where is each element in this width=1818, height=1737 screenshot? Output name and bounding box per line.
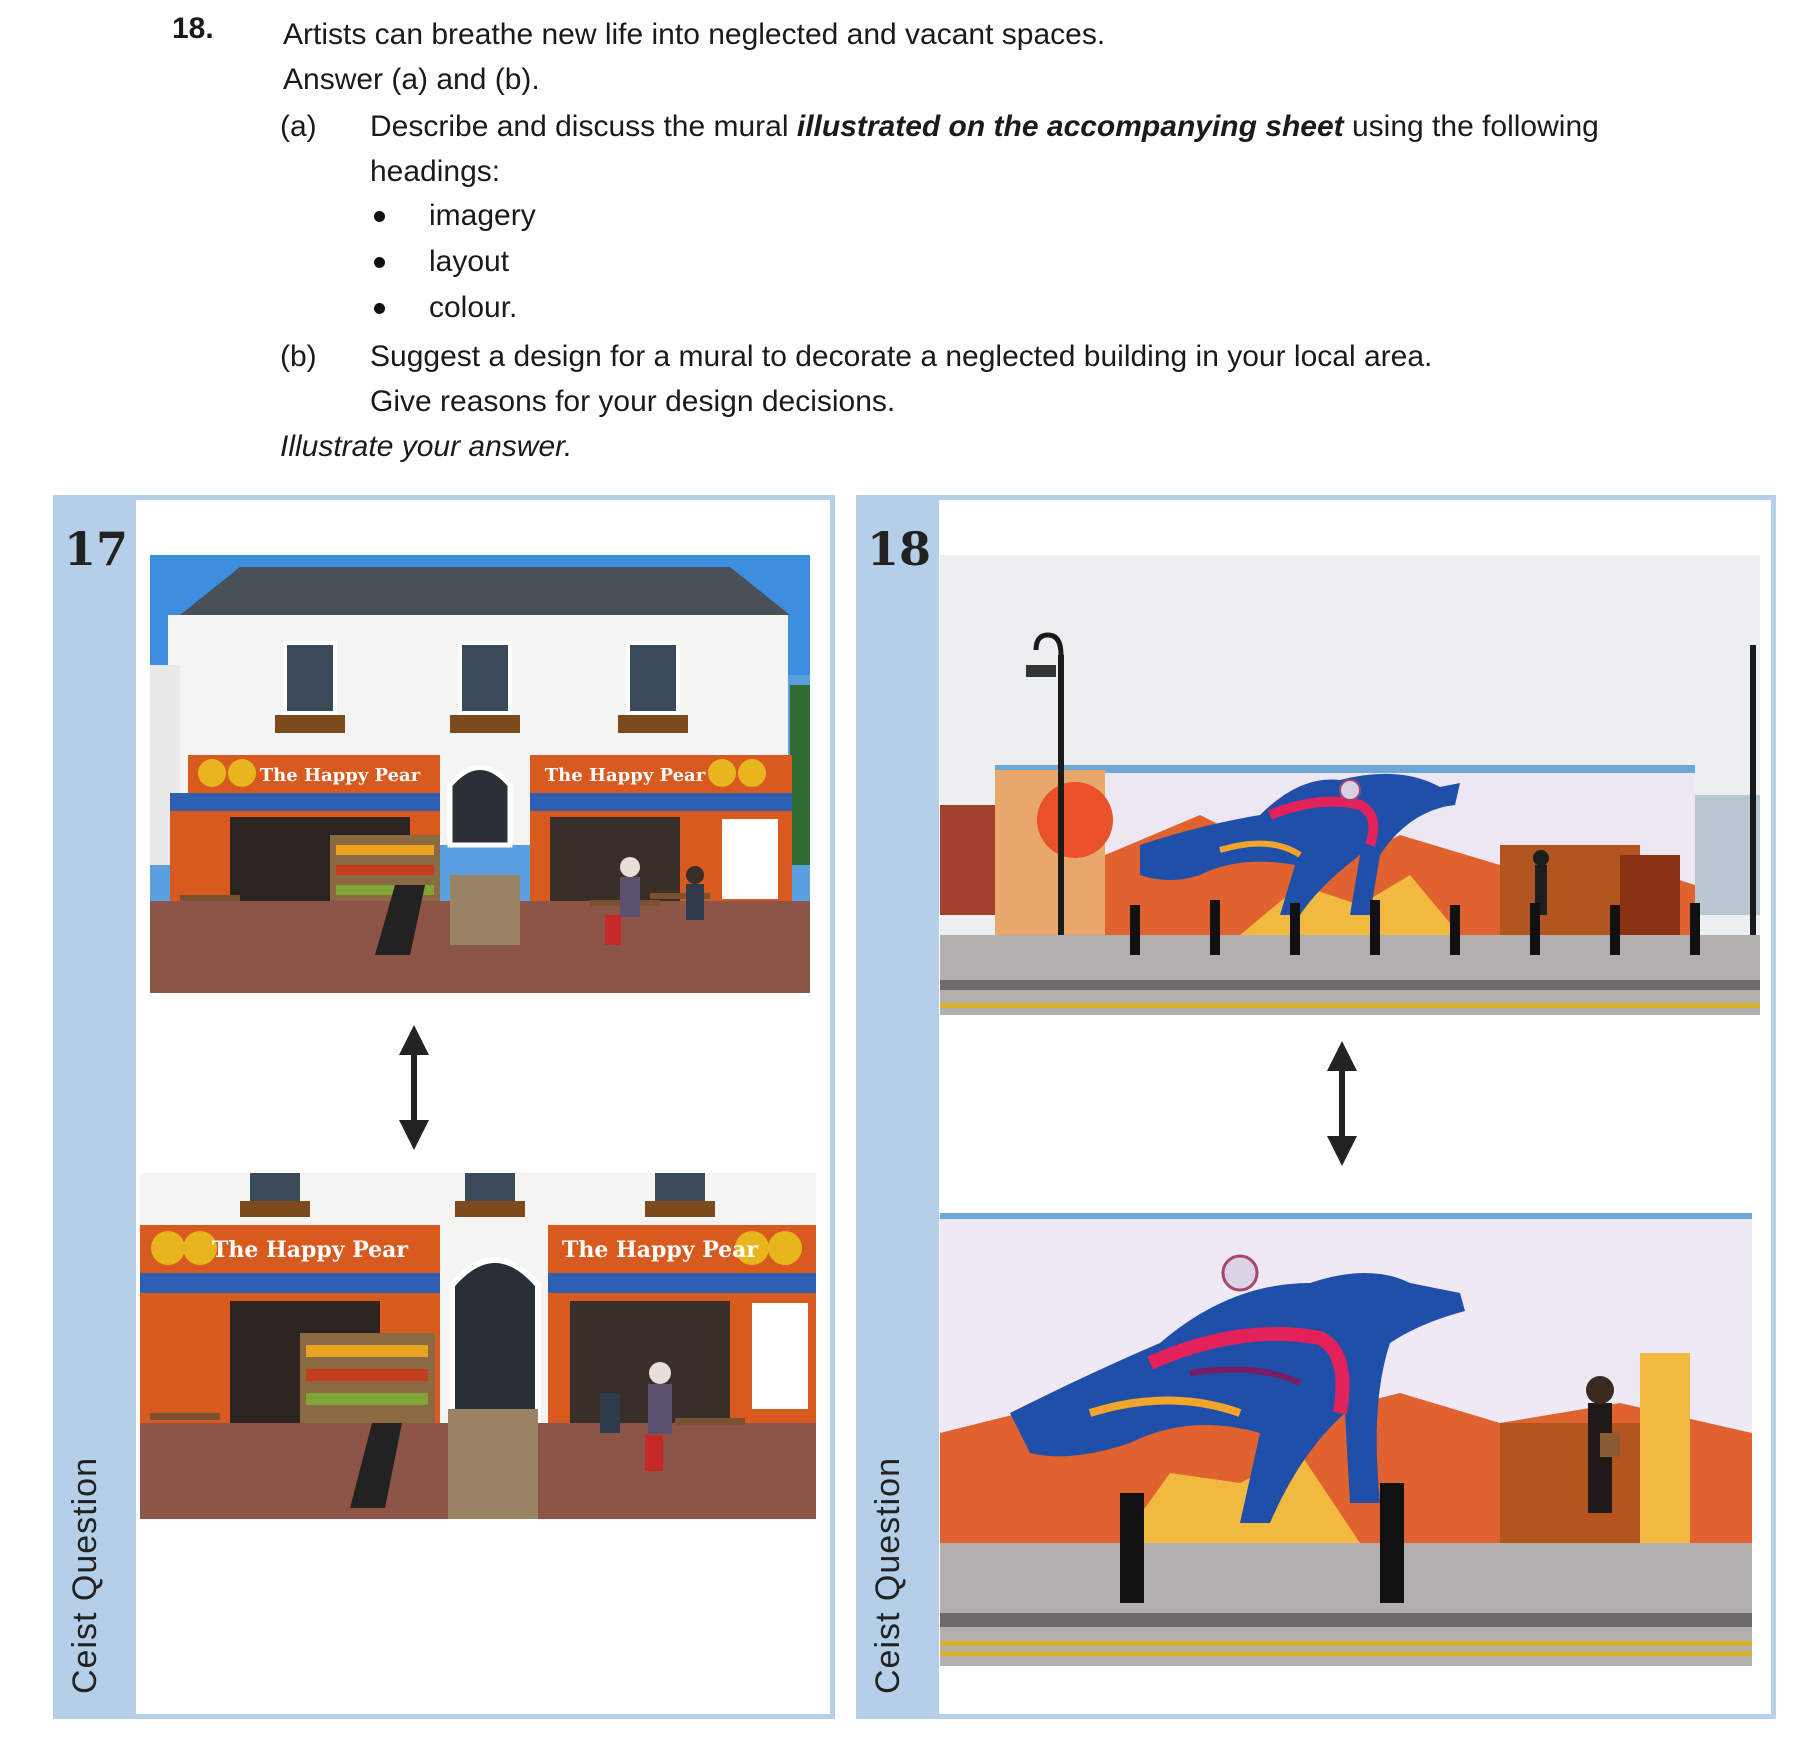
bullet-item — [370, 285, 536, 331]
sign-text-close-left: The Happy Pear — [211, 1237, 409, 1263]
sign-text-right: The Happy Pear — [544, 765, 706, 786]
illustrate-instruction: Illustrate your answer. — [280, 430, 573, 463]
sign-text-left: The Happy Pear — [259, 765, 421, 786]
part-a-text-before: Describe and discuss the mural — [370, 110, 797, 143]
panel-strip — [861, 500, 939, 1714]
bullet-dot-icon — [374, 303, 385, 314]
part-a-label: (a) — [280, 110, 317, 143]
part-a-text — [370, 104, 1670, 194]
intro-line-2: Answer (a) and (b). — [283, 63, 540, 96]
bullet-dot-icon — [374, 211, 385, 222]
panel-label: Ceist Question — [66, 1457, 104, 1694]
double-arrow-icon — [399, 1025, 429, 1155]
part-b-label: (b) — [280, 340, 317, 373]
part-b-line-2: Give reasons for your design decisions. — [370, 385, 896, 418]
part-b-line-1: Suggest a design for a mural to decorate a neglected building in your local area. — [370, 340, 1433, 373]
panel-label: Ceist Question — [869, 1457, 907, 1694]
mural-photo-wide — [940, 555, 1760, 1015]
shopfront-illustration — [150, 555, 810, 993]
mural-close-illustration — [940, 1173, 1752, 1666]
sign-text-close-right: The Happy Pear — [561, 1237, 759, 1263]
double-arrow-icon — [1327, 1041, 1357, 1171]
bullet-text: imagery — [429, 199, 536, 232]
panel-number: 17 — [64, 522, 129, 576]
part-a-emphasis: illustrated on the accompanying sheet — [796, 110, 1344, 143]
shopfront-photo-close — [140, 1173, 816, 1519]
part-b-text — [370, 334, 1670, 424]
panel-17 — [53, 495, 835, 1719]
mural-photo-close — [940, 1173, 1752, 1666]
mural-wide-illustration — [940, 555, 1760, 1015]
bullet-item — [370, 193, 536, 239]
panel-18 — [856, 495, 1776, 1719]
bullet-dot-icon — [374, 257, 385, 268]
intro-line-1: Artists can breathe new life into neglected and vacant spaces. — [283, 18, 1106, 51]
bullet-text: colour. — [429, 291, 518, 324]
panel-number: 18 — [867, 522, 932, 576]
question-number: 18. — [172, 12, 214, 45]
shopfront-close-illustration — [140, 1173, 816, 1519]
heading-bullet-list — [370, 193, 536, 331]
bullet-item — [370, 239, 536, 285]
shopfront-photo-wide — [150, 555, 810, 993]
bullet-text: layout — [429, 245, 510, 278]
part-a-text-after: using the following headings: — [370, 110, 1599, 188]
panel-strip — [58, 500, 136, 1714]
question-intro — [283, 12, 1105, 102]
